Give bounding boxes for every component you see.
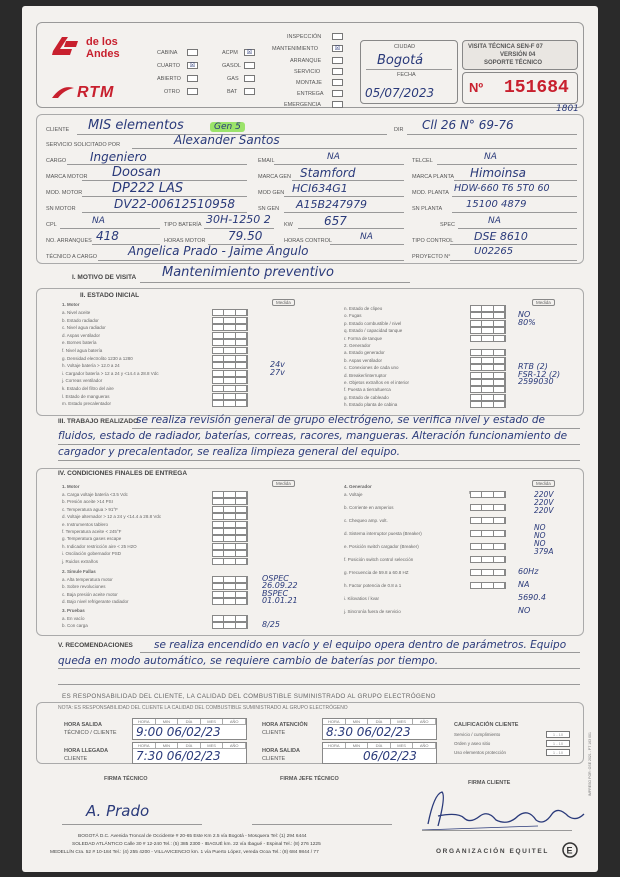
rtm-logo: RTM: [77, 84, 115, 101]
extra-number: 1801: [556, 104, 579, 114]
arranques-label: NO. ARRANQUES: [46, 238, 92, 244]
estado-left-check-12[interactable]: [212, 400, 248, 407]
estado-right-value-2[interactable]: 80%: [518, 317, 536, 327]
cond-right-value-9[interactable]: NO: [518, 606, 531, 615]
marca-motor-value[interactable]: Doosan: [112, 165, 161, 180]
estado-left-check-7[interactable]: [212, 362, 248, 369]
estado-left-check-6[interactable]: [212, 355, 248, 362]
marca-planta-label: MARCA PLANTA: [412, 174, 455, 180]
estado-right-check-1[interactable]: [470, 312, 506, 319]
svg-text:E: E: [566, 845, 573, 856]
cond-right-label-0: a. Voltaje: [344, 492, 363, 497]
cond-left-label-2: c. Temperatura agua > 91°F: [62, 506, 118, 512]
motivo-title: I. MOTIVO DE VISITA: [72, 274, 137, 281]
cond-fallas-label-1: b. Sobre revoluciones: [62, 584, 106, 590]
cond-left-check-5[interactable]: [212, 528, 248, 535]
cond-left-label-0: a. Carga voltaje batería <3.5 Vdc: [62, 492, 128, 497]
estado-left-label-3: d. Aspas ventilador: [62, 332, 101, 338]
estado-left-label-4: e. Bornes batería: [62, 340, 97, 346]
estado-motor-title: 1. Motor: [62, 302, 80, 307]
cond-right-check-4[interactable]: [470, 543, 506, 550]
cpl-value[interactable]: NA: [92, 216, 105, 226]
hora-salida-box[interactable]: HORA MIN DÍA MES AÑO 9:00 06/02/23: [132, 718, 247, 740]
check-cabina[interactable]: [187, 49, 198, 56]
hora-salida2-sub: CLIENTE: [262, 756, 286, 762]
cond-medida-right-6[interactable]: NO: [534, 539, 546, 549]
estado-right-check-3[interactable]: [470, 327, 506, 334]
estado-title: II. ESTADO INICIAL: [80, 292, 140, 299]
trabajo-title: III. TRABAJO REALIZADO: [58, 418, 139, 425]
horas-control-label: HORAS CONTROL: [284, 238, 332, 244]
marca-gen-label: MARCA GEN: [258, 174, 292, 180]
email-label: EMAIL: [258, 158, 275, 164]
estado-right-label-2: p. Estado combustible / nivel: [344, 320, 402, 326]
calif-item-1: Orden y aseo sitio: [454, 741, 491, 746]
cond-right-value-7[interactable]: NA: [518, 580, 530, 589]
check-gasol-label: GASOL: [222, 63, 241, 69]
city-label: CIUDAD: [394, 44, 416, 50]
hora-atencion-box[interactable]: HORA MIN DÍA MES AÑO 8:30 06/02/23: [322, 718, 437, 740]
spec-label: SPEC: [440, 222, 455, 228]
condiciones-title: IV. CONDICIONES FINALES DE ENTREGA: [58, 470, 188, 477]
check-abierto[interactable]: [187, 75, 198, 82]
solicitado-value[interactable]: Alexander Santos: [174, 133, 280, 147]
hora-atencion-label: HORA ATENCIÓN: [262, 722, 308, 728]
estado-right-value-8[interactable]: RTB (2): [518, 362, 548, 372]
estado-right-label-0: n. Estado de clipeo: [344, 306, 383, 311]
estado-left-check-11[interactable]: [212, 393, 248, 400]
estado-left-label-11: l. Estado de mangueras: [62, 393, 110, 399]
cond-fallas-value-2[interactable]: BSPEC: [262, 588, 289, 598]
recomendaciones-title: V. RECOMENDACIONES: [58, 642, 133, 649]
condiciones-medida-label: Medida: [272, 480, 295, 487]
kw-value[interactable]: 657: [324, 214, 347, 228]
hora-salida2-label: HORA SALIDA: [262, 748, 300, 754]
cargo-value[interactable]: Ingeniero: [90, 150, 147, 164]
cond-left-check-0[interactable]: [212, 491, 248, 498]
cond-left-label-4: e. Instrumentos tablero: [62, 521, 109, 527]
doc-number-prefix: Nº: [469, 80, 484, 95]
dir-label: DIR: [394, 127, 404, 133]
cond-right-label-7: h. Factor potencia de 0.8 a 1: [344, 583, 402, 588]
estado-left-label-10: k. Estado del filtro del aire: [62, 386, 114, 391]
estado-right-label-4: r. Forma de tanque: [344, 335, 383, 341]
estado-left-label-0: a. Nivel aceite: [62, 310, 91, 315]
footer-line3: MEDELLÍN Cra. 52 # 10-184 Tel.: (4) 255 4200 - VILLAVICENCIO km. 1 vía Puerto López, vereda Ocoa Tel.: (8) 684 9844 / 77: [50, 850, 319, 855]
city-value[interactable]: Bogotá: [377, 53, 424, 68]
hora-atencion-sub: CLIENTE: [262, 730, 286, 736]
sn-gen-value[interactable]: A15B247979: [296, 198, 368, 211]
estado-left-check-8[interactable]: [212, 370, 248, 377]
nota-text: NOTA: ES RESPONSABILIDAD DEL CLIENTE LA CALIDAD DEL COMBUSTIBLE SUMINISTRADO AL GRUPO ELECTRÓGENO: [58, 705, 348, 711]
svc-montaje-label: MONTAJE: [296, 80, 322, 86]
estado-left-check-5[interactable]: [212, 347, 248, 354]
cond-left-label-9: j. Ruidos extraños: [62, 558, 99, 564]
check-gasol[interactable]: [244, 62, 255, 69]
mod-planta-label: MOD. PLANTA: [412, 190, 449, 196]
check-abierto-label: ABIERTO: [157, 76, 181, 82]
estado-left-value-7[interactable]: 24v: [270, 360, 285, 370]
estado-medida-label-right: Medida: [532, 299, 555, 306]
check-otro[interactable]: [187, 88, 198, 95]
cond-left-check-1[interactable]: [212, 498, 248, 505]
calif-title: CALIFICACIÓN CLIENTE: [454, 722, 519, 728]
marca-planta-value[interactable]: Himoinsa: [470, 166, 526, 180]
cond-right-label-1: b. Corriente en amperios: [344, 505, 394, 510]
estado-right-check-12[interactable]: [470, 394, 506, 401]
cond-right-check-1[interactable]: [470, 504, 506, 511]
cliente-tag: Gen 5: [210, 122, 245, 132]
estado-left-label-12: m. Estado precalentador: [62, 401, 112, 407]
spec-value[interactable]: NA: [488, 216, 501, 226]
calif-score-2[interactable]: 1 - 10: [546, 749, 570, 756]
estado-right-check-6[interactable]: [470, 349, 506, 356]
calif-item-2: Uso elementos protección: [454, 750, 507, 755]
cond-left-check-6[interactable]: [212, 535, 248, 542]
cond-fallas-value-0[interactable]: OSPEC: [262, 574, 289, 583]
calif-item-0: Servicio / cumplimiento: [454, 732, 501, 737]
estado-left-check-0[interactable]: [212, 309, 248, 316]
estado-left-check-10[interactable]: [212, 385, 248, 392]
estado-left-value-8[interactable]: 27v: [270, 367, 285, 377]
brand-line1: de los: [86, 36, 118, 48]
footer-org: ORGANIZACIÓN EQUITEL: [436, 848, 549, 855]
estado-left-label-7: h. Voltaje batería > 12.0 a 24: [62, 363, 120, 369]
cond-fallas-value-1[interactable]: 26.09.22: [262, 581, 298, 591]
proyecto-value[interactable]: U02265: [474, 246, 514, 257]
sn-gen-label: SN GEN: [258, 206, 280, 212]
svc-servicio[interactable]: [332, 68, 343, 75]
estado-right-check-7[interactable]: [470, 357, 506, 364]
cond-fallas-label-2: c. Baja presión aceite motor: [62, 591, 118, 597]
cond-right-label-4: e. Posición switch cargador (Breaker): [344, 544, 419, 549]
cond-medida-right-7[interactable]: 379A: [534, 547, 554, 557]
svc-inspeccion[interactable]: [332, 33, 343, 40]
estado-left-label-2: c. Nivel agua radiador: [62, 325, 106, 331]
cond-right-label-5: f. Posición switch control selección: [344, 557, 414, 562]
condiciones-medida-label-right: Medida: [532, 480, 555, 487]
svc-arranque[interactable]: [332, 57, 343, 64]
estado-right-label-8: c. Conexiones de cada uno: [344, 365, 399, 371]
hora-atencion-value: 8:30 06/02/23: [326, 725, 411, 739]
estado-right-check-2[interactable]: [470, 320, 506, 327]
check-cabina-label: CABINA: [157, 50, 178, 56]
mod-gen-value[interactable]: HCI634G1: [292, 182, 348, 195]
dir-value[interactable]: Cll 26 N° 69-76: [422, 118, 514, 132]
footer-line2: SOLEDAD ATLÁNTICO Calle 30 # 12-240 Tel.: (5) 385 2300 - IBAGUÉ km. 22 vía Ibagué - Espinal Tel.: (8) 276 1225: [72, 842, 321, 847]
date-value[interactable]: 05/07/2023: [365, 86, 435, 100]
form-sheet: [22, 6, 598, 872]
date-label: FECHA: [397, 72, 416, 78]
cond-fallas-label-0: a. Alta temperatura motor: [62, 577, 113, 582]
footer-line1: BOGOTÁ D.C. Avenida Troncal de Occidente # 20-65 Este Km 2.5 vía Bogotá - Mosquera Tel: (1) 294 6444: [78, 834, 307, 839]
cond-left-check-2[interactable]: [212, 506, 248, 513]
generador-title: 4. Generador: [344, 484, 372, 489]
brand-line2: Andes: [86, 48, 120, 60]
tipo-bateria-value[interactable]: 30H-1250 2: [206, 213, 271, 226]
equitel-logo-icon: [562, 842, 578, 858]
estado-right-label-13: h. Estado planta de cabina: [344, 402, 398, 408]
fallas-title: 2. Simule Fallas: [62, 569, 96, 574]
hora-llegada-box[interactable]: HORA MIN DÍA MES AÑO 7:30 06/02/23: [132, 742, 247, 764]
cond-medida-right-4[interactable]: NO: [534, 522, 546, 532]
calif-score-0[interactable]: 1 - 10: [546, 731, 570, 738]
tecnico-value[interactable]: Angelica Prado - Jaime Angulo: [128, 244, 309, 258]
estado-right-value-1[interactable]: NO: [518, 310, 531, 320]
estado-right-label-5: 2. Generador: [344, 343, 371, 348]
estado-left-label-9: j. Correas ventilador: [62, 378, 103, 384]
side-code: IMPRESO POR: OSE 2021 - PT 163 001: [588, 732, 592, 796]
tipo-control-value[interactable]: DSE 8610: [474, 230, 528, 243]
firma-jefe-label: FIRMA JEFE TÉCNICO: [280, 776, 339, 782]
cond-pruebas-check-1[interactable]: [212, 622, 248, 629]
sn-planta-value[interactable]: 15100 4879: [466, 199, 527, 210]
cond-medida-right-1[interactable]: 220V: [534, 498, 554, 508]
check-bat[interactable]: [244, 88, 255, 95]
estado-right-label-1: o. Fugas: [344, 313, 362, 319]
cond-right-check-3[interactable]: [470, 530, 506, 537]
svc-emergencia[interactable]: [332, 101, 343, 108]
marca-gen-value[interactable]: Stamford: [300, 166, 356, 180]
tipo-bateria-label: TIPO BATERÍA: [164, 222, 202, 228]
svc-inspeccion-label: INSPECCIÓN: [287, 34, 322, 40]
cond-medida-right-0[interactable]: 220V: [534, 490, 554, 499]
hora-salida-label: HORA SALIDA: [64, 722, 102, 728]
estado-right-label-10: e. Objetos extraños en el interior: [344, 380, 410, 385]
estado-left-label-5: f. Nivel agua batería: [62, 348, 103, 353]
estado-left-check-2[interactable]: [212, 324, 248, 331]
recomendaciones-text[interactable]: se realiza encendido en vacío y el equipo opera dentro de parámetros. Equipo queda en modo automático, se requiere cambio de baterías por tiempo.: [58, 639, 567, 667]
rtm-swoosh-icon: [50, 84, 76, 100]
cond-left-label-8: i. Oscilación gobernador PSD: [62, 551, 122, 557]
check-gas-label: GAS: [227, 76, 239, 82]
svc-montaje[interactable]: [332, 79, 343, 86]
estado-left-check-3[interactable]: [212, 332, 248, 339]
estado-left-check-4[interactable]: [212, 339, 248, 346]
hora-salida2-value: 06/02/23: [363, 749, 417, 763]
estado-right-value-9[interactable]: FSR-12 (2): [518, 369, 561, 379]
cond-right-value-8[interactable]: 5690.4: [518, 593, 546, 602]
mod-gen-label: MOD GEN: [258, 190, 285, 196]
cond-left-label-7: h. Indicador restricción aire < 25 H2O: [62, 543, 137, 549]
estado-right-check-10[interactable]: [470, 379, 506, 386]
firma-cliente-label: FIRMA CLIENTE: [468, 780, 511, 786]
cond-left-check-7[interactable]: [212, 543, 248, 550]
check-otro-label: OTRO: [164, 89, 180, 95]
cargo-label: CARGO: [46, 158, 67, 164]
aviso-text: ES RESPONSABILIDAD DEL CLIENTE, LA CALIDAD DEL COMBUSTIBLE SUMINISTRADO AL GRUPO ELECTRÓGENO: [62, 693, 436, 700]
pruebas-title: 3. Pruebas: [62, 608, 85, 613]
client-signature-icon: [418, 786, 588, 832]
arranques-value[interactable]: 418: [96, 229, 119, 243]
hora-salida-sub: TÉCNICO / CLIENTE: [64, 730, 117, 736]
check-acpm-label: ACPM: [222, 50, 238, 56]
telcel-label: TELCEL: [412, 158, 433, 164]
cond-pruebas-value-1[interactable]: 8/25: [262, 620, 280, 630]
cond-left-label-6: g. Temperatura gases escape: [62, 536, 122, 542]
estado-right-label-11: f. Puesta a tierra/tuerca: [344, 387, 391, 393]
doc-title-3: SOPORTE TÉCNICO: [484, 60, 543, 66]
telcel-value[interactable]: NA: [484, 152, 497, 162]
svc-mantenimiento[interactable]: ☒: [332, 45, 343, 52]
svc-entrega-label: ENTREGA: [297, 91, 324, 97]
estado-left-label-8: i. Cargador batería > 12 a 24 y <14.4 a 28.8 Vdc: [62, 370, 159, 376]
cond-right-check-7[interactable]: [470, 582, 506, 589]
check-cuarto-label: CUARTO: [157, 63, 181, 69]
cond-left-check-4[interactable]: [212, 521, 248, 528]
estado-right-label-6: a. Estado generador: [344, 350, 385, 356]
sn-motor-label: SN MOTOR: [46, 206, 76, 212]
horas-motor-label: HORAS MOTOR: [164, 238, 206, 244]
cond-right-label-2: c. Chequeo amp. volt.: [344, 518, 388, 523]
estado-right-check-0[interactable]: [470, 305, 506, 312]
firma-tecnico-label: FIRMA TÉCNICO: [104, 776, 148, 782]
cond-fallas-check-3[interactable]: [212, 598, 248, 605]
cond-right-check-2[interactable]: [470, 517, 506, 524]
cond-pruebas-label-0: a. En vacío: [62, 616, 85, 621]
cond-fallas-check-0[interactable]: [212, 576, 248, 583]
cond-left-label-1: b. Presión aceite >14 PSI: [62, 499, 113, 505]
estado-right-check-13[interactable]: [470, 401, 506, 408]
cond-pruebas-check-0[interactable]: [212, 615, 248, 622]
estado-right-label-3: q. Estado / capacidad tanque: [344, 328, 403, 334]
cond-fallas-check-1[interactable]: [212, 583, 248, 590]
cond-left-check-8[interactable]: [212, 550, 248, 557]
estado-left-check-1[interactable]: [212, 317, 248, 324]
check-cuarto[interactable]: ☒: [187, 62, 198, 69]
cond-right-label-8: i. Kilovatios / kvar: [344, 596, 380, 601]
cond-right-value-6[interactable]: 60Hz: [518, 567, 539, 576]
hora-llegada-label: HORA LLEGADA: [64, 748, 109, 754]
check-gas[interactable]: [244, 75, 255, 82]
trabajo-text[interactable]: se realiza revisión general de grupo electrógeno, se verifica nivel y estado de fluidos, estado de radiador, baterías, correas, racores, mangueras. Alteración funcionamiento de cargador y precalentador, se realiza limpieza general del equipo.: [58, 414, 568, 458]
estado-right-check-9[interactable]: [470, 372, 506, 379]
motivo-value[interactable]: Mantenimiento preventivo: [162, 265, 334, 280]
doc-title-2: VERSIÓN 04: [500, 52, 536, 58]
cond-medida-right-2[interactable]: 220V: [534, 506, 554, 516]
doc-number: 151684: [504, 78, 569, 98]
estado-right-check-8[interactable]: [470, 364, 506, 371]
cond-medida-right-5[interactable]: NO: [534, 531, 546, 540]
cond-fallas-value-3[interactable]: 01.01.21: [262, 596, 298, 606]
mod-motor-value[interactable]: DP222 LAS: [112, 181, 184, 196]
solicitado-label: SERVICIO SOLICITADO POR: [46, 142, 121, 148]
horas-motor-value[interactable]: 79.50: [228, 229, 263, 243]
cpl-label: CPL: [46, 222, 57, 228]
estado-right-label-12: g. Estado de cableado: [344, 394, 389, 400]
check-bat-label: BAT: [227, 89, 238, 95]
cond-right-label-3: d. Sistema interruptor puesta (Breaker): [344, 531, 422, 536]
cond-left-label-5: f. Temperatura aceite < 245°F: [62, 529, 122, 534]
cliente-label: CLIENTE: [46, 127, 70, 133]
cond-right-label-9: j. Sincronía fuera de servicio: [344, 609, 401, 614]
estado-right-value-10[interactable]: 2599030: [518, 377, 554, 386]
cliente-value[interactable]: MIS elementos: [88, 118, 184, 133]
estado-left-label-6: g. Densidad electrolito 1230 a 1280: [62, 355, 133, 361]
cummins-logo-icon: [50, 33, 80, 59]
kw-label: KW: [284, 222, 293, 228]
mod-motor-label: MOD. MOTOR: [46, 190, 83, 196]
calif-score-1[interactable]: 1 - 10: [546, 740, 570, 747]
tecnico-label: TÉCNICO A CARGO: [46, 254, 98, 260]
cond-right-label-6: g. Frecuencia de 59.8 a 60.8 HZ: [344, 570, 409, 575]
estado-medida-label: Medida: [272, 299, 295, 306]
sn-planta-label: SN PLANTA: [412, 206, 443, 212]
svc-servicio-label: SERVICIO: [294, 69, 321, 75]
svc-arranque-label: ARRANQUE: [290, 58, 322, 64]
tipo-control-label: TIPO CONTROL: [412, 238, 454, 244]
cond-right-check-5[interactable]: [470, 556, 506, 563]
marca-motor-label: MARCA MOTOR: [46, 174, 88, 180]
firma-tecnico-value[interactable]: A. Prado: [86, 802, 150, 820]
estado-right-label-9: d. Breaker/interruptor: [344, 372, 387, 378]
hora-llegada-sub: CLIENTE: [64, 756, 88, 762]
cond-left-label-3: d. Voltaje alternador > 12 a 24 y <14.4 a 28.8 Vdc: [62, 514, 162, 520]
condiciones-motor-title: 1. Motor: [62, 484, 80, 489]
hora-llegada-value: 7:30 06/02/23: [136, 749, 221, 763]
horas-control-value[interactable]: NA: [360, 232, 373, 242]
email-value[interactable]: NA: [327, 152, 340, 162]
cond-fallas-check-2[interactable]: [212, 591, 248, 598]
svc-emergencia-label: EMERGENCIA: [284, 102, 321, 108]
cond-left-check-3[interactable]: [212, 513, 248, 520]
cond-pruebas-label-1: b. Con carga: [62, 623, 88, 629]
estado-right-label-7: b. Aspas ventilador: [344, 357, 383, 363]
hora-salida-value: 9:00 06/02/23: [136, 725, 221, 739]
sn-motor-value[interactable]: DV22-00612510958: [114, 197, 236, 211]
estado-left-label-1: b. Estado radiador: [62, 317, 99, 323]
estado-left-check-9[interactable]: [212, 377, 248, 384]
check-acpm[interactable]: ☒: [244, 49, 255, 56]
svc-entrega[interactable]: [332, 90, 343, 97]
cond-fallas-label-3: d. Bajo nivel refrigerante radiador: [62, 599, 129, 605]
mod-planta-value[interactable]: HDW-660 T6 5T0 60: [454, 183, 550, 194]
doc-title-1: VISITA TÉCNICA SEN-F 07: [468, 44, 543, 50]
cond-left-check-9[interactable]: [212, 558, 248, 565]
cond-right-check-6[interactable]: [470, 569, 506, 576]
estado-right-check-11[interactable]: [470, 386, 506, 393]
svc-mantenimiento-label: MANTENIMIENTO: [272, 46, 319, 52]
proyecto-label: PROYECTO N°: [412, 254, 451, 260]
hora-salida2-box[interactable]: HORA MIN DÍA MES AÑO 06/02/23: [322, 742, 437, 764]
estado-right-check-4[interactable]: [470, 335, 506, 342]
cond-right-check-0[interactable]: [470, 491, 506, 498]
